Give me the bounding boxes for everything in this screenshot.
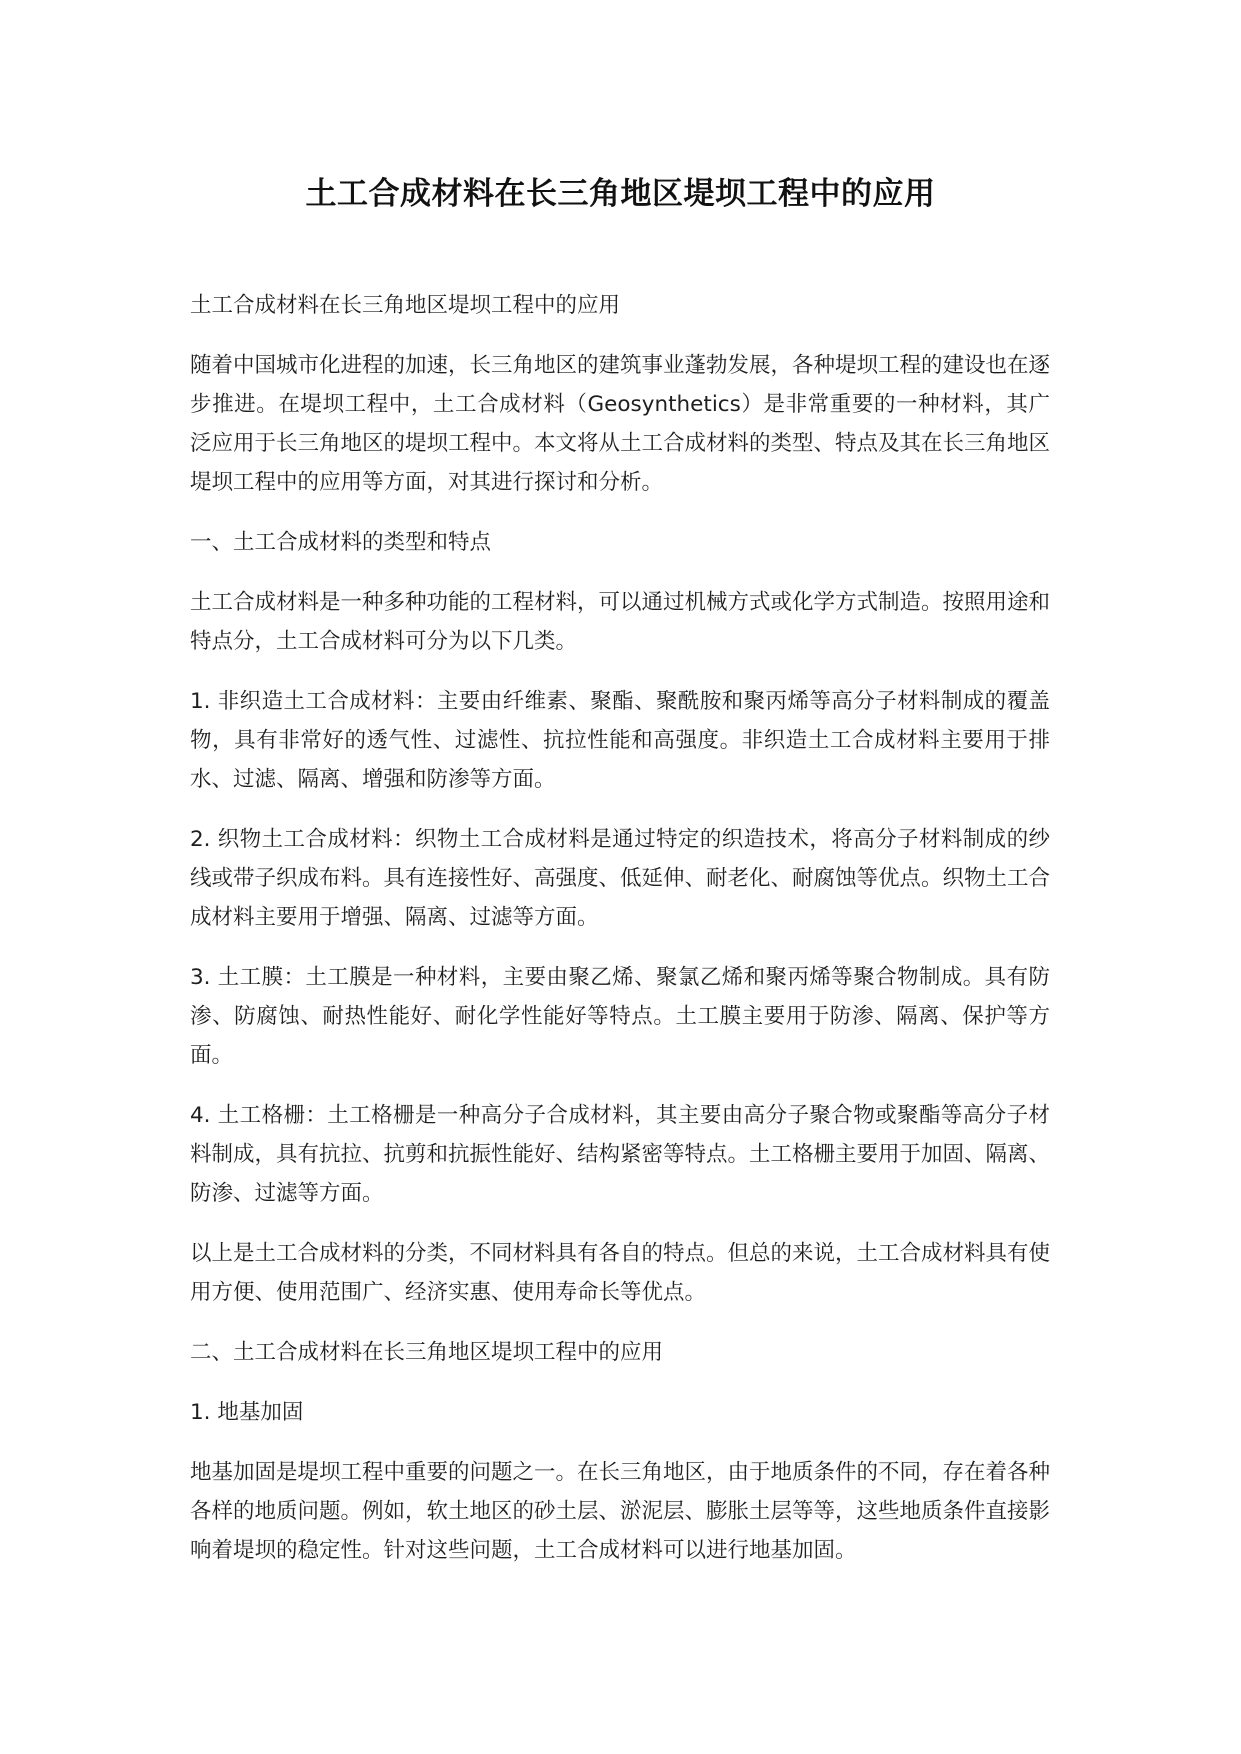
paragraph-types-overview: 土工合成材料是一种多种功能的工程材料，可以通过机械方式或化学方式制造。按照用途和特点分，土工合成材料可分为以下几类。 (190, 590, 1051, 654)
paragraph-geomembrane: 3. 土工膜：土工膜是一种材料，主要由聚乙烯、聚氯乙烯和聚丙烯等聚合物制成。具有防渗、防腐蚀、耐热性能好、耐化学性能好等特点。土工膜主要用于防渗、隔离、保护等方面。 (190, 965, 1050, 1068)
paragraph-intro: 随着中国城市化进程的加速，长三角地区的建筑事业蓬勃发展，各种堤坝工程的建设也在逐步推进。在堤坝工程中，土工合成材料（Geosynthetics）是非常重要的一种材料，其广泛应用于长三角地区的堤坝工程中。本文将从土工合成材料的类型、特点及其在长三角地区堤坝工程中的应用等方面，对其进行探讨和分析。 (190, 353, 1051, 495)
subheading-foundation: 1. 地基加固 (190, 1400, 304, 1425)
section-heading-applications: 二、土工合成材料在长三角地区堤坝工程中的应用 (190, 1340, 664, 1365)
paragraph-woven: 2. 织物土工合成材料：织物土工合成材料是通过特定的织造技术，将高分子材料制成的纱线或带子织成布料。具有连接性好、高强度、低延伸、耐老化、耐腐蚀等优点。织物土工合成材料主要用于增强、隔离、过滤等方面。 (190, 827, 1051, 930)
paragraph-foundation: 地基加固是堤坝工程中重要的问题之一。在长三角地区，由于地质条件的不同，存在着各种各样的地质问题。例如，软土地区的砂土层、淤泥层、膨胀土层等等，这些地质条件直接影响着堤坝的稳定性。针对这些问题，土工合成材料可以进行地基加固。 (190, 1460, 1051, 1563)
paragraph-summary: 以上是土工合成材料的分类，不同材料具有各自的特点。但总的来说，土工合成材料具有使用方便、使用范围广、经济实惠、使用寿命长等优点。 (190, 1241, 1051, 1305)
paragraph-nonwoven: 1. 非织造土工合成材料：主要由纤维素、聚酯、聚酰胺和聚丙烯等高分子材料制成的覆盖物，具有非常好的透气性、过滤性、抗拉性能和高强度。非织造土工合成材料主要用于排水、过滤、隔离、增强和防渗等方面。 (190, 689, 1050, 792)
paragraph-subtitle: 土工合成材料在长三角地区堤坝工程中的应用 (190, 293, 621, 318)
section-heading-types: 一、土工合成材料的类型和特点 (190, 530, 492, 555)
document-body (190, 286, 1050, 1591)
document-title: 土工合成材料在长三角地区堤坝工程中的应用 (305, 176, 936, 212)
paragraph-geogrid: 4. 土工格栅：土工格栅是一种高分子合成材料，其主要由高分子聚合物或聚酯等高分子材料制成，具有抗拉、抗剪和抗振性能好、结构紧密等特点。土工格栅主要用于加固、隔离、防渗、过滤等方面。 (190, 1103, 1051, 1206)
